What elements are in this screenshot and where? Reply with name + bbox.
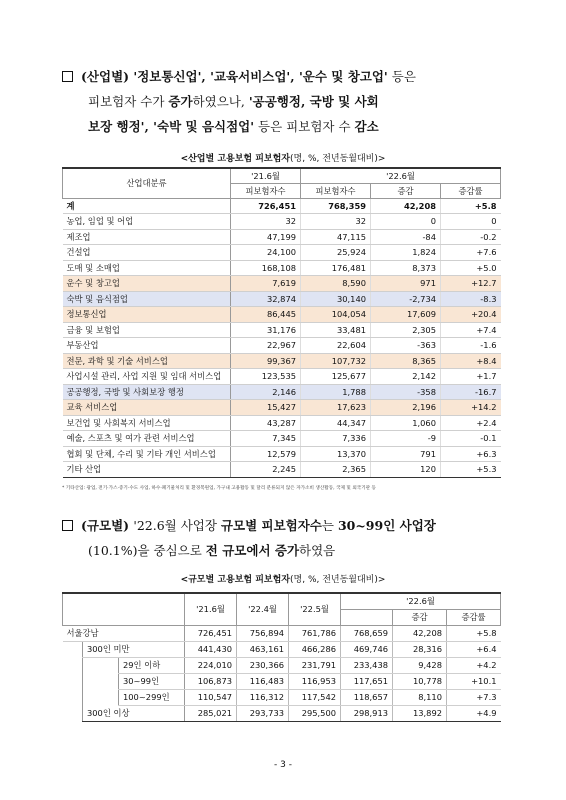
page-number: - 3 - <box>274 760 292 770</box>
change-cell: 971 <box>371 276 441 292</box>
value-cell: 441,430 <box>185 641 237 657</box>
industry-name-cell: 금융 및 보험업 <box>63 322 231 338</box>
value-cell: 28,316 <box>393 641 447 657</box>
insured-2021-cell: 12,579 <box>231 446 301 462</box>
col-change: 증감 <box>371 183 441 198</box>
insured-2021-cell: 2,146 <box>231 384 301 400</box>
insured-2022-cell: 33,481 <box>301 322 371 338</box>
insured-2021-cell: 31,176 <box>231 322 301 338</box>
size-insured-table <box>62 592 501 722</box>
col-insured-2022: 피보험자수 <box>301 183 371 198</box>
insured-2021-cell: 726,451 <box>231 198 301 214</box>
industry-name-cell: 계 <box>63 198 231 214</box>
value-cell: 463,161 <box>237 641 289 657</box>
decrease-word: 감소 <box>354 119 379 134</box>
change-rate-cell: +7.6 <box>441 245 501 261</box>
industry-table-body <box>63 198 501 477</box>
value-cell: 768,659 <box>341 625 393 641</box>
value-cell: 295,500 <box>289 705 341 721</box>
table-row <box>63 400 501 416</box>
text: 등은 <box>387 69 416 84</box>
value-cell: 231,791 <box>289 657 341 673</box>
insured-2022-cell: 47,115 <box>301 229 371 245</box>
insured-2022-cell: 25,924 <box>301 245 371 261</box>
change-rate-cell: +8.4 <box>441 353 501 369</box>
industry-name-cell: 전문, 과학 및 기술 서비스업 <box>63 353 231 369</box>
change-cell: 17,609 <box>371 307 441 323</box>
insured-2022-cell: 125,677 <box>301 369 371 385</box>
table2-corner-cell <box>63 593 185 625</box>
size-30-99-term: 30~99인 사업장 <box>337 518 436 533</box>
indent-cell <box>63 641 83 657</box>
increasing-industries: '정보통신업', '교육서비스업', '운수 및 창고업' <box>133 69 388 84</box>
table-row <box>63 198 501 214</box>
value-cell: 756,894 <box>237 625 289 641</box>
table1-caption-unit: (명, %, 전년동월대비)> <box>290 154 386 164</box>
change-rate-cell: +5.3 <box>441 462 501 478</box>
insured-2021-cell: 32,874 <box>231 291 301 307</box>
col-insured-2021: 피보험자수 <box>231 183 301 198</box>
size-label-cell: 29인 이하 <box>119 657 185 673</box>
col-2022-6-value <box>341 609 393 625</box>
value-cell: 8,110 <box>393 689 447 705</box>
insured-2022-cell: 17,623 <box>301 400 371 416</box>
industry-name-cell: 정보통신업 <box>63 307 231 323</box>
table-row <box>63 214 501 230</box>
insured-2021-cell: 123,535 <box>231 369 301 385</box>
change-rate-cell: +5.8 <box>441 198 501 214</box>
change-rate-cell: +14.2 <box>441 400 501 416</box>
text: 하였음 <box>299 543 336 558</box>
col-2022-4: '22.4월 <box>237 593 289 625</box>
industry-name-cell: 사업시설 관리, 사업 지원 및 임대 서비스업 <box>63 369 231 385</box>
table-row <box>63 705 501 721</box>
insured-2022-cell: 13,370 <box>301 446 371 462</box>
insured-2022-cell: 2,365 <box>301 462 371 478</box>
insured-2022-cell: 1,788 <box>301 384 371 400</box>
col-industry-header: 산업대분류 <box>63 168 231 198</box>
table-row <box>63 260 501 276</box>
table-row <box>63 291 501 307</box>
industry-name-cell: 부동산업 <box>63 338 231 354</box>
checkbox-square-icon <box>62 520 73 531</box>
col-2022-5: '22.5월 <box>289 593 341 625</box>
section-label: (규모별) <box>81 518 134 533</box>
table2-caption <box>0 572 566 585</box>
change-rate-cell: +20.4 <box>441 307 501 323</box>
insured-2021-cell: 47,199 <box>231 229 301 245</box>
table-row <box>63 657 501 673</box>
change-cell: 120 <box>371 462 441 478</box>
period-2021-header: '21.6월 <box>231 168 301 183</box>
change-rate-cell: +12.7 <box>441 276 501 292</box>
insured-2022-cell: 7,336 <box>301 431 371 447</box>
value-cell: +6.4 <box>447 641 501 657</box>
size-insured-term: 규모별 피보험자수 <box>220 518 322 533</box>
table-row <box>63 384 501 400</box>
table-row <box>63 415 501 431</box>
size-label-cell: 100~299인 <box>119 689 185 705</box>
section-label: (산업별) <box>81 69 134 84</box>
indent-cell <box>83 689 119 705</box>
insured-2021-cell: 7,345 <box>231 431 301 447</box>
decreasing-industries-a: '공공행정, 국방 및 사회 <box>248 94 379 109</box>
value-cell: 298,913 <box>341 705 393 721</box>
value-cell: 116,312 <box>237 689 289 705</box>
change-rate-cell: +7.4 <box>441 322 501 338</box>
change-cell: 0 <box>371 214 441 230</box>
industry-summary-line-2 <box>62 89 512 114</box>
change-cell: 42,208 <box>371 198 441 214</box>
text: 등은 피보험자 수 <box>254 119 355 134</box>
industry-name-cell: 농업, 임업 및 어업 <box>63 214 231 230</box>
checkbox-square-icon <box>62 71 73 82</box>
size-label-cell: 300인 이상 <box>83 705 185 721</box>
change-cell: 2,142 <box>371 369 441 385</box>
value-cell: 230,366 <box>237 657 289 673</box>
col-2022-6: '22.6월 <box>341 593 501 609</box>
value-cell: 116,953 <box>289 673 341 689</box>
value-cell: 106,873 <box>185 673 237 689</box>
value-cell: +5.8 <box>447 625 501 641</box>
decreasing-industries-b: 보장 행정', '숙박 및 음식점업' <box>88 119 255 134</box>
table-row <box>63 307 501 323</box>
change-cell: 791 <box>371 446 441 462</box>
insured-2022-cell: 44,347 <box>301 415 371 431</box>
indent-cell <box>63 689 83 705</box>
change-rate-cell: +2.4 <box>441 415 501 431</box>
insured-2022-cell: 8,590 <box>301 276 371 292</box>
change-cell: -358 <box>371 384 441 400</box>
table1-footnote: * 기타산업: 광업, 전기·가스·증기·수도 사업, 하수·폐기물처리 및 환경복원업, 가구내 고용활동 및 달리 분류되지 않은 자가소비 생산활동, 국제 및 외국기관 등 <box>62 486 376 491</box>
change-rate-cell: +1.7 <box>441 369 501 385</box>
table-row <box>63 625 501 641</box>
indent-cell <box>83 673 119 689</box>
value-cell: +10.1 <box>447 673 501 689</box>
value-cell: 10,778 <box>393 673 447 689</box>
table-row <box>63 462 501 478</box>
industry-name-cell: 기타 산업 <box>63 462 231 478</box>
table-row <box>63 245 501 261</box>
table1-caption <box>0 151 566 164</box>
value-cell: 285,021 <box>185 705 237 721</box>
table-row <box>63 353 501 369</box>
increase-word: 증가 <box>168 94 193 109</box>
industry-name-cell: 보건업 및 사회복지 서비스업 <box>63 415 231 431</box>
change-rate-cell: 0 <box>441 214 501 230</box>
industry-summary-line-1 <box>62 64 512 89</box>
size-label-cell: 서울강남 <box>63 625 185 641</box>
table-row <box>63 338 501 354</box>
value-cell: 42,208 <box>393 625 447 641</box>
change-cell: 8,365 <box>371 353 441 369</box>
change-cell: 8,373 <box>371 260 441 276</box>
table-row <box>63 229 501 245</box>
size-summary-paragraph <box>62 513 512 563</box>
text: '22.6월 사업장 <box>133 518 221 533</box>
change-rate-cell: -16.7 <box>441 384 501 400</box>
insured-2022-cell: 32 <box>301 214 371 230</box>
insured-2022-cell: 22,604 <box>301 338 371 354</box>
table2-header-row <box>63 593 501 609</box>
value-cell: 466,286 <box>289 641 341 657</box>
insured-2022-cell: 768,359 <box>301 198 371 214</box>
indent-cell <box>63 673 83 689</box>
change-cell: 2,305 <box>371 322 441 338</box>
indent-cell <box>83 657 119 673</box>
size-label-cell: 30~99인 <box>119 673 185 689</box>
text: 하였으나, <box>192 94 249 109</box>
table2-caption-title: <규모별 고용보험 피보험자 <box>180 575 291 585</box>
table1-caption-title: <산업별 고용보험 피보험자 <box>180 154 291 164</box>
insured-2021-cell: 99,367 <box>231 353 301 369</box>
col-2021-6: '21.6월 <box>185 593 237 625</box>
change-cell: 1,824 <box>371 245 441 261</box>
insured-2022-cell: 104,054 <box>301 307 371 323</box>
change-rate-cell: +5.0 <box>441 260 501 276</box>
size-summary-line-1 <box>62 513 512 538</box>
table-row <box>63 641 501 657</box>
industry-name-cell: 공공행정, 국방 및 사회보장 행정 <box>63 384 231 400</box>
change-rate-cell: +6.3 <box>441 446 501 462</box>
industry-name-cell: 예술, 스포츠 및 여가 관련 서비스업 <box>63 431 231 447</box>
table-row <box>63 689 501 705</box>
value-cell: 224,010 <box>185 657 237 673</box>
insured-2021-cell: 32 <box>231 214 301 230</box>
insured-2021-cell: 7,619 <box>231 276 301 292</box>
value-cell: 233,438 <box>341 657 393 673</box>
table-row <box>63 276 501 292</box>
text: 피보험자 수가 <box>88 94 169 109</box>
col-change-rate: 증감률 <box>447 609 501 625</box>
change-cell: 2,196 <box>371 400 441 416</box>
col-change: 증감 <box>393 609 447 625</box>
table-row <box>63 431 501 447</box>
table-row <box>63 322 501 338</box>
size-table-body <box>63 625 501 721</box>
insured-2022-cell: 107,732 <box>301 353 371 369</box>
insured-2021-cell: 2,245 <box>231 462 301 478</box>
value-cell: 117,651 <box>341 673 393 689</box>
change-rate-cell: -8.3 <box>441 291 501 307</box>
change-cell: -84 <box>371 229 441 245</box>
change-cell: -9 <box>371 431 441 447</box>
change-cell: -363 <box>371 338 441 354</box>
value-cell: +4.9 <box>447 705 501 721</box>
insured-2022-cell: 176,481 <box>301 260 371 276</box>
value-cell: 9,428 <box>393 657 447 673</box>
insured-2021-cell: 15,427 <box>231 400 301 416</box>
industry-summary-paragraph <box>62 64 512 139</box>
change-rate-cell: -0.1 <box>441 431 501 447</box>
value-cell: 110,547 <box>185 689 237 705</box>
industry-insured-table <box>62 167 501 478</box>
text: (10.1%)을 중심으로 <box>88 543 206 558</box>
indent-cell <box>63 657 83 673</box>
value-cell: 118,657 <box>341 689 393 705</box>
industry-name-cell: 도매 및 소매업 <box>63 260 231 276</box>
insured-2021-cell: 86,445 <box>231 307 301 323</box>
change-cell: 1,060 <box>371 415 441 431</box>
table-row <box>63 446 501 462</box>
size-summary-line-2 <box>62 538 512 563</box>
insured-2022-cell: 30,140 <box>301 291 371 307</box>
insured-2021-cell: 24,100 <box>231 245 301 261</box>
industry-name-cell: 제조업 <box>63 229 231 245</box>
industry-summary-line-3 <box>62 114 512 139</box>
all-sizes-increase: 전 규모에서 증가 <box>205 543 300 558</box>
table-row <box>63 369 501 385</box>
text: 는 <box>321 518 338 533</box>
insured-2021-cell: 43,287 <box>231 415 301 431</box>
value-cell: 117,542 <box>289 689 341 705</box>
industry-name-cell: 숙박 및 음식점업 <box>63 291 231 307</box>
table2-caption-unit: (명, %, 전년동월대비)> <box>290 575 386 585</box>
change-rate-cell: -1.6 <box>441 338 501 354</box>
size-label-cell: 300인 미만 <box>83 641 185 657</box>
value-cell: 293,733 <box>237 705 289 721</box>
industry-name-cell: 협회 및 단체, 수리 및 기타 개인 서비스업 <box>63 446 231 462</box>
industry-name-cell: 운수 및 창고업 <box>63 276 231 292</box>
table-row <box>63 673 501 689</box>
value-cell: 469,746 <box>341 641 393 657</box>
value-cell: +7.3 <box>447 689 501 705</box>
value-cell: 116,483 <box>237 673 289 689</box>
value-cell: 761,786 <box>289 625 341 641</box>
indent-cell <box>63 705 83 721</box>
period-2022-header: '22.6월 <box>301 168 501 183</box>
col-change-rate: 증감률 <box>441 183 501 198</box>
industry-name-cell: 교육 서비스업 <box>63 400 231 416</box>
value-cell: +4.2 <box>447 657 501 673</box>
change-cell: -2,734 <box>371 291 441 307</box>
change-rate-cell: -0.2 <box>441 229 501 245</box>
insured-2021-cell: 22,967 <box>231 338 301 354</box>
industry-name-cell: 건설업 <box>63 245 231 261</box>
value-cell: 726,451 <box>185 625 237 641</box>
value-cell: 13,892 <box>393 705 447 721</box>
insured-2021-cell: 168,108 <box>231 260 301 276</box>
